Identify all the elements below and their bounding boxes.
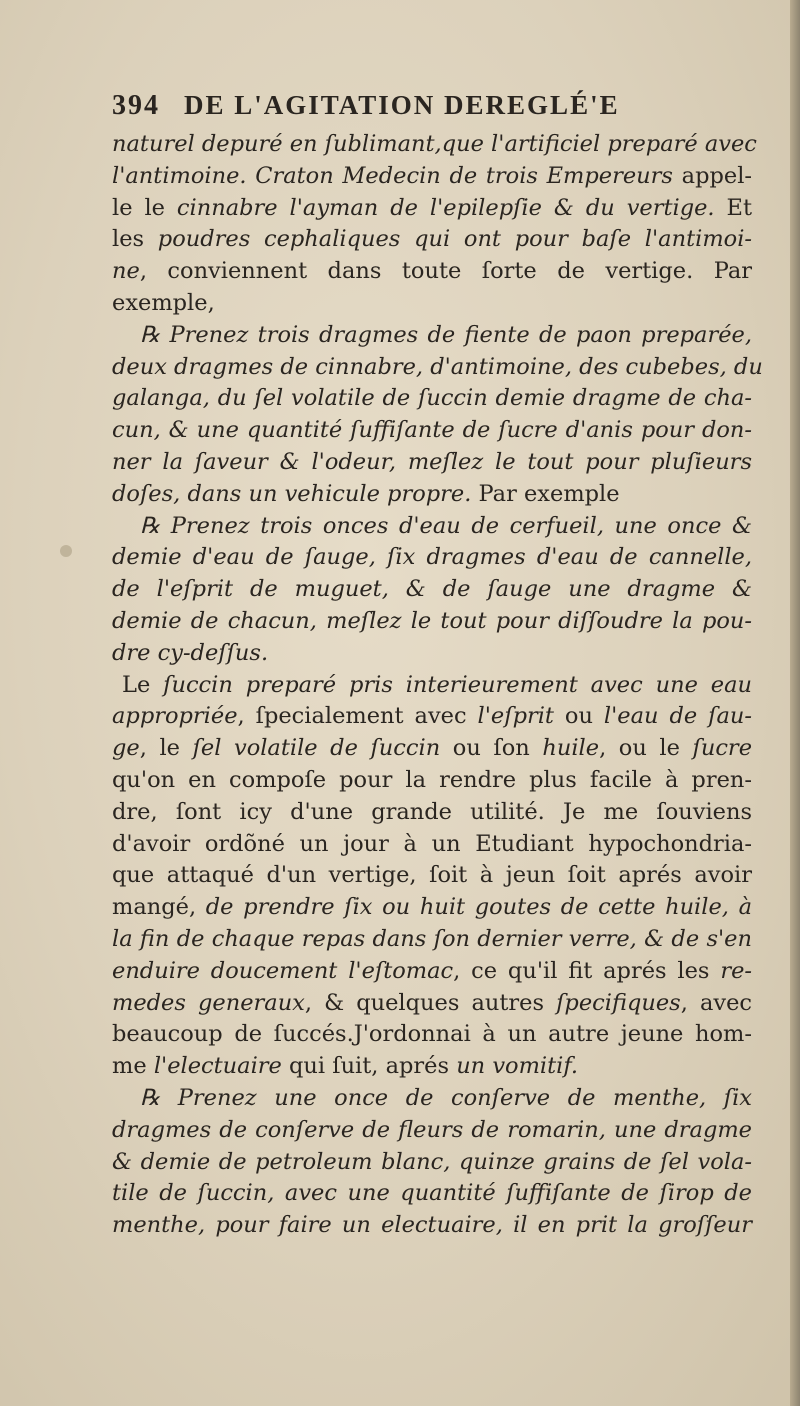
- text-line: [112, 733, 752, 765]
- text-line: [112, 1019, 752, 1051]
- roman-text: , ſpecialement avec: [237, 703, 478, 730]
- text-line: [112, 892, 752, 924]
- text-line: [112, 511, 752, 543]
- italic-text: l'antimoine. Craton Medecin de trois Empereurs: [112, 162, 673, 189]
- text-line: [112, 193, 752, 225]
- italic-text: ne: [112, 258, 140, 285]
- italic-text: ſpecifiques: [556, 989, 681, 1016]
- italic-text: naturel depuré en ſublimant,que l'artificiel preparé avec: [112, 131, 757, 157]
- roman-text: me: [112, 1053, 154, 1080]
- roman-text: , & quelques autres: [304, 989, 557, 1016]
- page-gutter: [790, 0, 800, 1406]
- italic-text: ſucre: [692, 735, 753, 762]
- text-line: [112, 161, 752, 193]
- text-line: [112, 1210, 752, 1242]
- roman-text: que attaqué d'un vertige, ſoit à jeun ſoit aprés avoir: [112, 862, 752, 889]
- roman-text: les: [112, 226, 158, 253]
- text-line: [112, 224, 752, 256]
- roman-text: beaucoup de ſuccés.J'ordonnai à un autre jeune hom-: [112, 1021, 752, 1048]
- italic-text: ℞ Prenez une once de conſerve de menthe, ſix: [140, 1084, 752, 1111]
- roman-text: ou: [553, 703, 604, 730]
- roman-text: appel-: [672, 162, 752, 189]
- roman-text: , avec: [680, 989, 752, 1016]
- italic-text: cinnabre l'ayman de l'epilepſie & du vertige.: [176, 194, 715, 221]
- text-line: [112, 829, 752, 861]
- italic-text: de l'eſprit de muguet, & de ſauge une dragme &: [112, 576, 752, 603]
- page-number: 394: [112, 90, 160, 121]
- text-line: [112, 606, 752, 638]
- italic-text: un vomitif.: [456, 1053, 579, 1080]
- running-title: DE L'AGITATION DEREGLÉ'E: [184, 90, 620, 120]
- paper-stain: [60, 545, 72, 557]
- text-line: [112, 1051, 752, 1083]
- text-line: [112, 1178, 752, 1210]
- text-line: [112, 860, 752, 892]
- roman-text: qui ſuit, aprés: [281, 1053, 457, 1080]
- roman-text: Le: [122, 671, 164, 698]
- italic-text: galanga, du ſel volatile de ſuccin demie dragme de cha-: [112, 385, 752, 412]
- text-line: [112, 701, 752, 733]
- italic-text: doſes, dans un vehicule propre.: [112, 480, 472, 507]
- text-line: [112, 415, 752, 447]
- text-line: [112, 383, 752, 415]
- text-line: [112, 988, 752, 1020]
- text-line: [112, 1147, 752, 1179]
- roman-text: exemple,: [112, 289, 215, 316]
- text-line: [112, 256, 752, 288]
- roman-text: , ou le: [599, 735, 693, 762]
- text-line: [112, 797, 752, 829]
- italic-text: ℞ Prenez trois dragmes de fiente de paon preparée,: [140, 321, 752, 348]
- text-line: [112, 956, 752, 988]
- italic-text: demie de chacun, meſlez le tout pour diſſoudre la pou-: [112, 607, 752, 634]
- italic-text: ner la ſaveur & l'odeur, meſlez le tout pour pluſieurs: [112, 448, 752, 475]
- italic-text: ℞ Prenez trois onces d'eau de cerfueil, une once &: [140, 512, 752, 539]
- roman-text: Par exemple: [471, 480, 620, 507]
- text-line: [112, 447, 752, 479]
- text-line: [112, 1115, 752, 1147]
- roman-text: qu'on en compoſe pour la rendre plus facile à pren-: [112, 766, 752, 793]
- page-text: [112, 82, 763, 1242]
- text-line: [112, 288, 752, 320]
- roman-text: Et: [714, 194, 753, 221]
- text-line: [112, 542, 752, 574]
- italic-text: enduire doucement l'eſtomac: [112, 957, 454, 984]
- roman-text: dre, ſont icy d'une grande utilité. Je me ſouviens: [112, 798, 752, 825]
- text-line: [112, 1083, 752, 1115]
- italic-text: appropriée: [112, 703, 238, 730]
- text-line: [112, 129, 757, 161]
- roman-text: d'avoir ordõné un jour à un Etudiant hypochondria-: [112, 830, 752, 857]
- italic-text: l'eſprit: [477, 703, 554, 730]
- italic-text: l'electuaire: [153, 1053, 282, 1080]
- text-line: [112, 479, 752, 511]
- text-line: [112, 320, 752, 352]
- roman-text: , conviennent dans toute ſorte de vertige. Par: [139, 258, 752, 285]
- roman-text: le le: [112, 194, 177, 221]
- text-line: [112, 352, 763, 384]
- body-text: [112, 129, 763, 1242]
- italic-text: menthe, pour faire un electuaire, il en prit la groſſeur: [112, 1212, 752, 1239]
- italic-text: ſel volatile de ſuccin: [192, 735, 441, 762]
- italic-text: cun, & une quantité ſuffiſante de ſucre d'anis pour don-: [112, 417, 752, 444]
- italic-text: ge: [112, 735, 140, 762]
- roman-text: ou ſon: [440, 735, 543, 762]
- text-line: [112, 924, 752, 956]
- italic-text: poudres cephaliques qui ont pour baſe l'antimoi-: [157, 226, 753, 253]
- italic-text: deux dragmes de cinnabre, d'antimoine, des cubebes, du: [112, 353, 763, 380]
- roman-text: , le: [139, 735, 193, 762]
- italic-text: demie d'eau de ſauge, ſix dragmes d'eau de cannelle,: [112, 544, 752, 571]
- italic-text: huile: [542, 735, 600, 762]
- text-line: [112, 765, 752, 797]
- italic-text: l'eau de ſau-: [603, 703, 752, 730]
- italic-text: re-: [720, 957, 753, 984]
- italic-text: la fin de chaque repas dans ſon dernier verre, & de s'en: [112, 925, 752, 952]
- roman-text: , ce qu'il fit aprés les: [453, 957, 721, 984]
- text-line: [112, 670, 752, 702]
- text-line: [112, 574, 752, 606]
- italic-text: dre cy-deſſus.: [112, 639, 269, 666]
- italic-text: ſuccin preparé pris interieurement avec une eau: [163, 671, 752, 698]
- italic-text: dragmes de conſerve de fleurs de romarin, une dragme: [112, 1116, 752, 1143]
- running-head: [112, 82, 752, 129]
- italic-text: de prendre ſix ou huit goutes de cette huile, à: [205, 894, 752, 921]
- roman-text: mangé,: [112, 894, 206, 921]
- italic-text: & demie de petroleum blanc, quinze grains de ſel vola-: [112, 1148, 752, 1175]
- italic-text: medes generaux: [112, 989, 305, 1016]
- italic-text: tile de ſuccin, avec une quantité ſuffiſante de ſirop de: [112, 1180, 752, 1207]
- text-line: [112, 638, 752, 670]
